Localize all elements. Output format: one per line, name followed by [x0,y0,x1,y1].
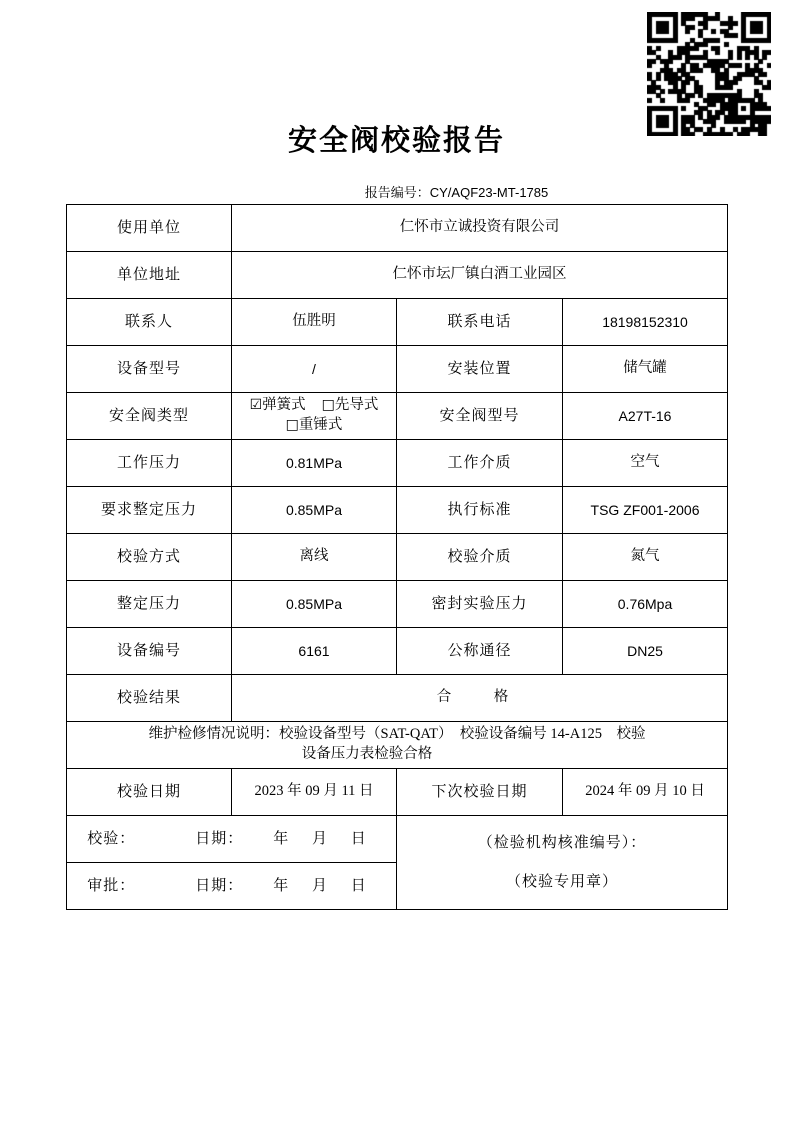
row-label-standard: 执行标准 [397,487,563,534]
row-value-phone: 18198152310 [563,299,728,346]
row-label-valve-type: 安全阀类型 [67,393,232,440]
signature-approver-label: 审批： [87,877,136,894]
report-number-label: 报告编号： [364,185,430,200]
table-row [67,628,728,675]
report-table [66,204,728,910]
notes-line-2: 设备压力表检验合格 [301,746,433,762]
row-label-device-number: 设备编号 [67,628,232,675]
table-row-dates [67,769,728,816]
row-value-result: 合 格 [232,675,728,722]
row-label-phone: 联系电话 [397,299,563,346]
row-value-install-location: 储气罐 [563,346,728,393]
row-label-device-model: 设备型号 [67,346,232,393]
row-value-set-pressure: 0.85MPa [232,581,397,628]
stamp-line-2: （校验专用章） [506,873,619,890]
row-label-calibration-medium: 校验介质 [397,534,563,581]
table-row [67,205,728,252]
signature-approver-date-blank: 年 月 日 [273,877,376,894]
signature-approver-date-label: 日期： [195,877,244,894]
row-label-result: 校验结果 [67,675,232,722]
table-row [67,675,728,722]
row-value-nominal-diameter: DN25 [563,628,728,675]
row-label-next-calibration-date: 下次校验日期 [397,769,563,816]
row-label-contact: 联系人 [67,299,232,346]
row-value-required-set-pressure: 0.85MPa [232,487,397,534]
row-label-calibration-method: 校验方式 [67,534,232,581]
table-row-notes [67,722,728,769]
row-value-address: 仁怀市坛厂镇白酒工业园区 [232,252,728,299]
table-row [67,440,728,487]
row-value-working-pressure: 0.81MPa [232,440,397,487]
report-number [0,182,793,201]
table-row [67,252,728,299]
row-label-working-pressure: 工作压力 [67,440,232,487]
table-row [67,393,728,440]
row-value-working-medium: 空气 [563,440,728,487]
row-value-valve-model: A27T-16 [563,393,728,440]
page-title: 安全阀校验报告 [287,125,505,157]
table-row [67,581,728,628]
checkbox-spring-icon[interactable]: ☑ [249,397,263,414]
row-label-seal-test-pressure: 密封实验压力 [397,581,563,628]
row-label-valve-model: 安全阀型号 [397,393,563,440]
signature-calibrator [67,816,397,863]
row-label-working-medium: 工作介质 [397,440,563,487]
table-row-signature [67,816,728,863]
signature-approver [67,863,397,910]
table-row [67,346,728,393]
notes-line-1: 维护检修情况说明：校验设备型号（SAT-QAT） 校验设备编号 14-A125 校验 [148,726,646,743]
stamp-line-1: （检验机构核准编号）： [477,835,647,852]
row-label-set-pressure: 整定压力 [67,581,232,628]
valve-type-option-weight: 重锤式 [298,417,343,433]
valve-type-option-pilot: 先导式 [334,397,379,414]
signature-calibrator-date-label: 日期： [195,830,244,847]
row-value-next-calibration-date: 2024 年 09 月 10 日 [563,769,728,816]
report-number-value: CY/AQF23-MT-1785 [429,185,549,200]
checkbox-pilot-icon[interactable]: □ [321,397,335,414]
row-label-nominal-diameter: 公称通径 [397,628,563,675]
row-value-standard: TSG ZF001-2006 [563,487,728,534]
row-label-unit: 使用单位 [67,205,232,252]
checkbox-weight-icon[interactable]: □ [285,417,299,433]
maintenance-notes [67,722,728,769]
signature-calibrator-date-blank: 年 月 日 [273,830,376,847]
row-value-calibration-medium: 氮气 [563,534,728,581]
row-value-device-number: 6161 [232,628,397,675]
table-row [67,299,728,346]
signature-calibrator-label: 校验： [87,830,136,847]
table-row [67,534,728,581]
row-value-seal-test-pressure: 0.76Mpa [563,581,728,628]
row-label-required-set-pressure: 要求整定压力 [67,487,232,534]
row-label-calibration-date: 校验日期 [67,769,232,816]
valve-type-option-spring: 弹簧式 [262,397,306,414]
valve-type-options [232,393,397,440]
row-label-install-location: 安装位置 [397,346,563,393]
row-value-contact: 伍胜明 [232,299,397,346]
row-value-unit: 仁怀市立诚投资有限公司 [232,205,728,252]
approval-stamp-area [397,816,728,910]
row-label-address: 单位地址 [67,252,232,299]
row-value-calibration-method: 离线 [232,534,397,581]
row-value-calibration-date: 2023 年 09 月 11 日 [232,769,397,816]
table-row [67,487,728,534]
row-value-device-model: / [232,346,397,393]
